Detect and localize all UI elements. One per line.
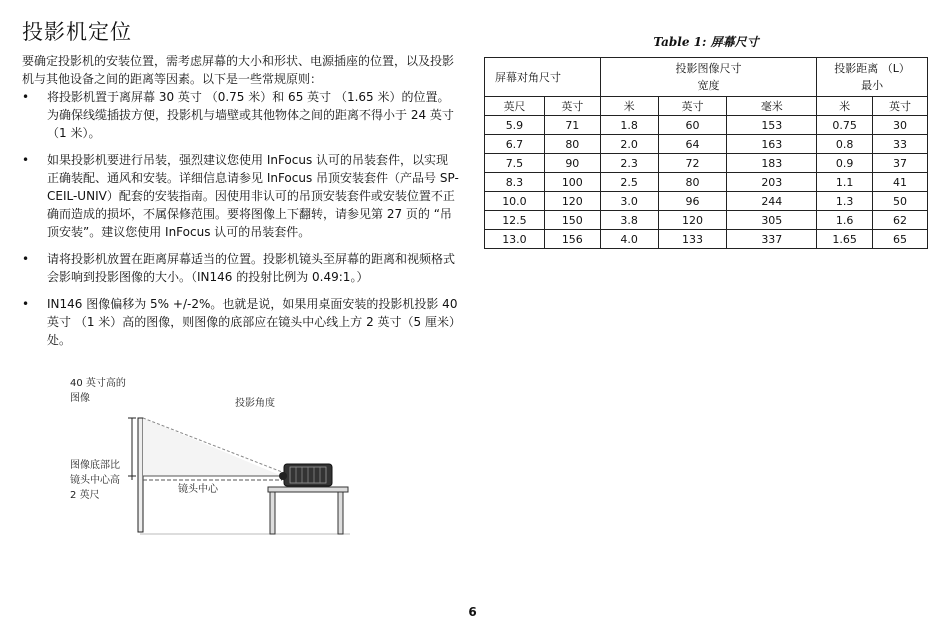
guideline-list bbox=[22, 88, 460, 358]
table-cell: 1.3 bbox=[817, 192, 873, 211]
table-row bbox=[485, 230, 928, 249]
list-item bbox=[22, 295, 460, 349]
table-cell: 90 bbox=[544, 154, 600, 173]
table-cell: 153 bbox=[727, 116, 817, 135]
table-cell: 71 bbox=[544, 116, 600, 135]
table-cell: 120 bbox=[544, 192, 600, 211]
table-cell: 10.0 bbox=[485, 192, 545, 211]
table-cell: 1.8 bbox=[600, 116, 658, 135]
table-cell: 30 bbox=[873, 116, 928, 135]
page-title: 投影机定位 bbox=[22, 20, 132, 44]
bullet-dot: • bbox=[22, 252, 30, 266]
lens-center-label: 镜头中心 bbox=[178, 484, 218, 495]
table-cell: 37 bbox=[873, 154, 928, 173]
table-cell: 0.9 bbox=[817, 154, 873, 173]
table-cell: 1.6 bbox=[817, 211, 873, 230]
table-cell: 2.3 bbox=[600, 154, 658, 173]
table-cell: 41 bbox=[873, 173, 928, 192]
table-cell: 1.65 bbox=[817, 230, 873, 249]
table-cell: 133 bbox=[658, 230, 727, 249]
table-cell: 60 bbox=[658, 116, 727, 135]
table-cell: 3.8 bbox=[600, 211, 658, 230]
table-caption: Table 1: 屏幕尺寸 bbox=[653, 35, 759, 49]
table-cell: 3.0 bbox=[600, 192, 658, 211]
list-item bbox=[22, 250, 460, 286]
table-cell: 305 bbox=[727, 211, 817, 230]
table-cell: 183 bbox=[727, 154, 817, 173]
list-item bbox=[22, 88, 460, 142]
subheader-cell: 英寸 bbox=[873, 97, 928, 116]
subheader-cell: 米 bbox=[817, 97, 873, 116]
subheader-cell: 英尺 bbox=[485, 97, 545, 116]
table-cell: 4.0 bbox=[600, 230, 658, 249]
table-row bbox=[485, 135, 928, 154]
projection-angle-label: 投影角度 bbox=[235, 398, 275, 409]
bullet-dot: • bbox=[22, 153, 30, 167]
table-cell: 156 bbox=[544, 230, 600, 249]
table-header-row bbox=[485, 58, 928, 97]
page-number: 6 bbox=[468, 605, 477, 619]
header-diagonal: 屏幕对角尺寸 bbox=[485, 58, 601, 97]
table-cell: 33 bbox=[873, 135, 928, 154]
table-leg bbox=[338, 492, 343, 534]
table-cell: 2.0 bbox=[600, 135, 658, 154]
header-throw-distance: 投影距离 （L） 最小 bbox=[817, 58, 928, 97]
list-item-text: 将投影机置于离屏幕 30 英寸 （0.75 米）和 65 英寸 （1.65 米）的位置。为确保线缆插拔方便，投影机与墙壁或其他物体之间的距离不得小于 24 英寸 （1 米）。 bbox=[47, 90, 454, 140]
table-cell: 1.1 bbox=[817, 173, 873, 192]
table-top bbox=[268, 487, 348, 492]
table-cell: 150 bbox=[544, 211, 600, 230]
table-cell: 100 bbox=[544, 173, 600, 192]
bullet-dot: • bbox=[22, 90, 30, 104]
subheader-cell: 米 bbox=[600, 97, 658, 116]
table-cell: 337 bbox=[727, 230, 817, 249]
projection-diagram bbox=[60, 372, 360, 537]
table-cell: 163 bbox=[727, 135, 817, 154]
table-cell: 64 bbox=[658, 135, 727, 154]
header-image-width: 投影图像尺寸 宽度 bbox=[600, 58, 816, 97]
list-item-text: 如果投影机要进行吊装，强烈建议您使用 InFocus 认可的吊装套件，以实现正确装配、通风和安装。详细信息请参见 InFocus 吊顶安装套件（产品号 SP-CEIL-UNIV）配套的安装指南。因使用非认可的吊顶安装套件或安装位置不正确而造成的损坏，不属保修范围。要将图像上下翻转，请参见第 27 页的 “吊顶安装”。建议您使用 InFocus 认可的吊装套件。 bbox=[47, 153, 459, 239]
table-row bbox=[485, 173, 928, 192]
table-row bbox=[485, 116, 928, 135]
table-subheader-row bbox=[485, 97, 928, 116]
screen-icon bbox=[138, 418, 143, 532]
table-row bbox=[485, 154, 928, 173]
image-offset-label: 图像底部比 镜头中心高 2 英尺 bbox=[70, 460, 120, 501]
table-cell: 203 bbox=[727, 173, 817, 192]
subheader-cell: 英寸 bbox=[544, 97, 600, 116]
table-cell: 96 bbox=[658, 192, 727, 211]
table-cell: 13.0 bbox=[485, 230, 545, 249]
table-cell: 2.5 bbox=[600, 173, 658, 192]
screen-size-table bbox=[484, 57, 928, 249]
table-cell: 0.75 bbox=[817, 116, 873, 135]
bullet-dot: • bbox=[22, 297, 30, 311]
table-leg bbox=[270, 492, 275, 534]
table-cell: 80 bbox=[544, 135, 600, 154]
table-cell: 12.5 bbox=[485, 211, 545, 230]
table-cell: 0.8 bbox=[817, 135, 873, 154]
table-cell: 8.3 bbox=[485, 173, 545, 192]
table-cell: 5.9 bbox=[485, 116, 545, 135]
table-row bbox=[485, 211, 928, 230]
subheader-cell: 英寸 bbox=[658, 97, 727, 116]
table-cell: 120 bbox=[658, 211, 727, 230]
table-cell: 244 bbox=[727, 192, 817, 211]
projection-beam bbox=[143, 418, 282, 476]
intro-paragraph: 要确定投影机的安装位置，需考虑屏幕的大小和形状、电源插座的位置，以及投影机与其他设备之间的距离等因素。以下是一些常规原则： bbox=[22, 54, 455, 86]
list-item bbox=[22, 151, 460, 241]
table-cell: 65 bbox=[873, 230, 928, 249]
lens-icon bbox=[279, 472, 287, 480]
subheader-cell: 毫米 bbox=[727, 97, 817, 116]
table-row bbox=[485, 192, 928, 211]
table-cell: 80 bbox=[658, 173, 727, 192]
list-item-text: IN146 图像偏移为 5% +/-2%。也就是说，如果用桌面安装的投影机投影 40 英寸 （1 米）高的图像，则图像的底部应在镜头中心线上方 2 英寸（5 厘米）处。 bbox=[47, 297, 458, 347]
list-item-text: 请将投影机放置在距离屏幕适当的位置。投影机镜头至屏幕的距离和视频格式会影响到投影图像的大小。（IN146 的投射比例为 0.49:1。） bbox=[47, 252, 456, 284]
table-cell: 6.7 bbox=[485, 135, 545, 154]
image-height-label: 40 英寸高的 图像 bbox=[70, 378, 126, 404]
table-cell: 50 bbox=[873, 192, 928, 211]
table-cell: 7.5 bbox=[485, 154, 545, 173]
table-cell: 62 bbox=[873, 211, 928, 230]
table-cell: 72 bbox=[658, 154, 727, 173]
